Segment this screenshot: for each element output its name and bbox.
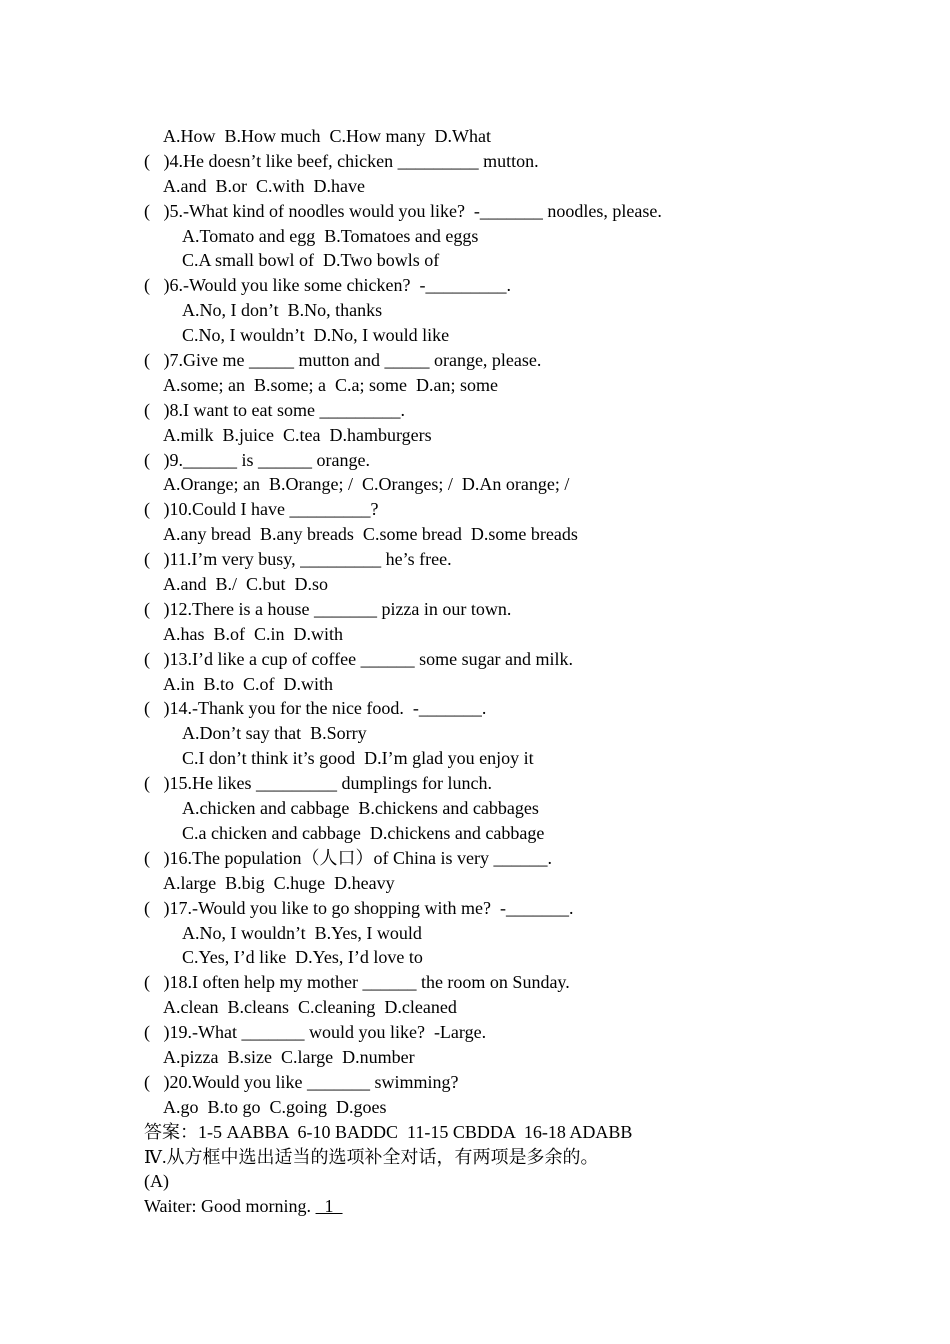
options-line: A.chicken and cabbage B.chickens and cabbages — [182, 798, 539, 819]
options-line: A.No, I don’t B.No, thanks — [182, 300, 383, 321]
options-line: A.has B.of C.in D.with — [163, 623, 343, 644]
options-line: A.large B.big C.huge D.heavy — [163, 872, 395, 893]
options-line: A.some; an B.some; a C.a; some D.an; some — [163, 374, 498, 395]
question-line: ( )10.Could I have _________? — [144, 499, 379, 520]
question-line: ( )5.-What kind of noodles would you like? -_______ noodles, please. — [144, 200, 662, 221]
question-line: ( )20.Would you like _______ swimming? — [144, 1071, 459, 1092]
options-line: A.Orange; an B.Orange; / C.Oranges; / D.An orange; / — [163, 474, 570, 495]
question-line: ( )11.I’m very busy, _________ he’s free. — [144, 549, 452, 570]
question-line: ( )4.He doesn’t like beef, chicken _________ mutton. — [144, 150, 539, 171]
question-line: ( )16.The population（人口）of China is very ______. — [144, 847, 552, 868]
question-line: ( )13.I’d like a cup of coffee ______ some sugar and milk. — [144, 648, 574, 669]
question-line: ( )19.-What _______ would you like? -Large. — [144, 1022, 487, 1043]
options-line: A.go B.to go C.going D.goes — [163, 1096, 387, 1117]
question-line: ( )9.______ is ______ orange. — [144, 449, 370, 470]
question-line: ( )18.I often help my mother ______ the room on Sunday. — [144, 972, 570, 993]
answer-key-line: 答案：1-5 AABBA 6-10 BADDC 11-15 CBDDA 16-18 ADABB — [144, 1121, 633, 1142]
question-line: ( )7.Give me _____ mutton and _____ orange, please. — [144, 350, 542, 371]
dialogue-text: Waiter: Good morning. — [144, 1196, 316, 1217]
question-line: ( )6.-Would you like some chicken? -_________. — [144, 275, 511, 296]
options-line: C.a chicken and cabbage D.chickens and cabbage — [182, 822, 545, 843]
question-line: ( )12.There is a house _______ pizza in our town. — [144, 598, 512, 619]
options-line: A.How B.How much C.How many D.What — [163, 126, 491, 146]
options-line: C.A small bowl of D.Two bowls of — [182, 250, 440, 271]
options-line: A.any bread B.any breads C.some bread D.some breads — [163, 524, 578, 545]
dialogue-line-waiter — [144, 1194, 864, 1219]
options-line: A.and B.or C.with D.have — [163, 175, 365, 196]
options-line: C.No, I wouldn’t D.No, I would like — [182, 325, 450, 346]
options-line: C.Yes, I’d like D.Yes, I’d love to — [182, 947, 423, 968]
options-line: A.Tomato and egg B.Tomatoes and eggs — [182, 225, 479, 246]
options-line: A.clean B.cleans C.cleaning D.cleaned — [163, 997, 457, 1018]
options-line: A.Don’t say that B.Sorry — [182, 723, 367, 744]
question-line: ( )17.-Would you like to go shopping with me? -_______. — [144, 897, 574, 918]
options-line: A.milk B.juice C.tea D.hamburgers — [163, 424, 432, 445]
options-line: A.pizza B.size C.large D.number — [163, 1046, 415, 1067]
question-line: (A) — [144, 1171, 169, 1192]
section-heading: Ⅳ.从方框中选出适当的选项补全对话，有两项是多余的。 — [144, 1146, 599, 1167]
document-content — [144, 124, 864, 1219]
options-line: A.and B./ C.but D.so — [163, 574, 329, 595]
options-line: C.I don’t think it’s good D.I’m glad you enjoy it — [182, 748, 534, 769]
question-line: ( )15.He likes _________ dumplings for lunch. — [144, 773, 492, 794]
dialogue-blank-1: 1 — [315, 1196, 343, 1217]
question-line: ( )14.-Thank you for the nice food. -_______. — [144, 698, 487, 719]
options-line: A.No, I wouldn’t B.Yes, I would — [182, 922, 422, 943]
question-line: ( )8.I want to eat some _________. — [144, 399, 405, 420]
options-line: A.in B.to C.of D.with — [163, 673, 334, 694]
